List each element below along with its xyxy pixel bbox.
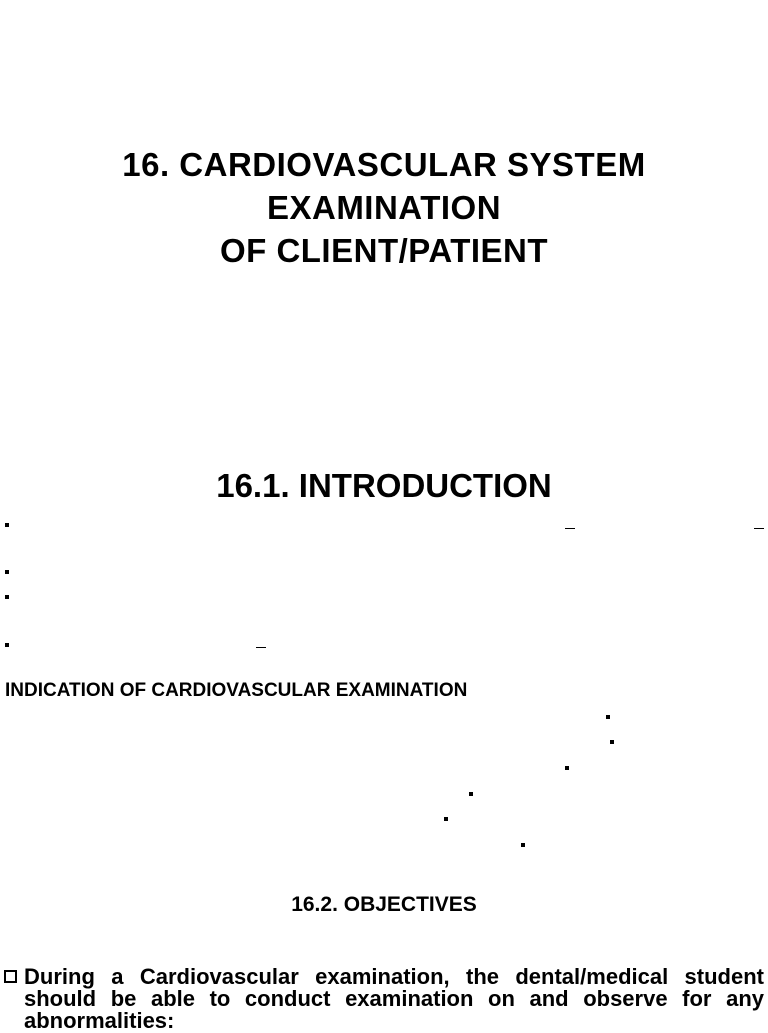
period-mark [606,715,610,719]
introduction-heading: 16.1. INTRODUCTION [216,467,552,504]
bullet-marker [5,570,9,574]
objective-item-text: During a Cardiovascular examination, the dental/medical student should be able to conduct examination on and observe for any abnormalities: [24,964,764,1033]
page-title-line-3: OF CLIENT/PATIENT [219,232,549,269]
bullet-marker [5,523,9,527]
period-mark [521,843,525,847]
dash-mark [565,528,575,529]
dash-mark [754,528,764,529]
objectives-heading: 16.2. OBJECTIVES [291,893,477,916]
period-mark [565,766,569,770]
period-mark [469,792,473,796]
objective-item [4,966,764,1032]
hollow-square-bullet-icon [4,970,17,983]
bullet-marker [5,595,9,599]
page-title-line-2: EXAMINATION [266,189,502,226]
dash-mark [256,647,266,648]
bullet-marker [5,643,9,647]
period-mark [610,740,614,744]
period-mark [444,817,448,821]
page-title-line-1: 16. CARDIOVASCULAR SYSTEM [122,146,646,183]
indication-heading: INDICATION OF CARDIOVASCULAR EXAMINATION [5,680,468,701]
